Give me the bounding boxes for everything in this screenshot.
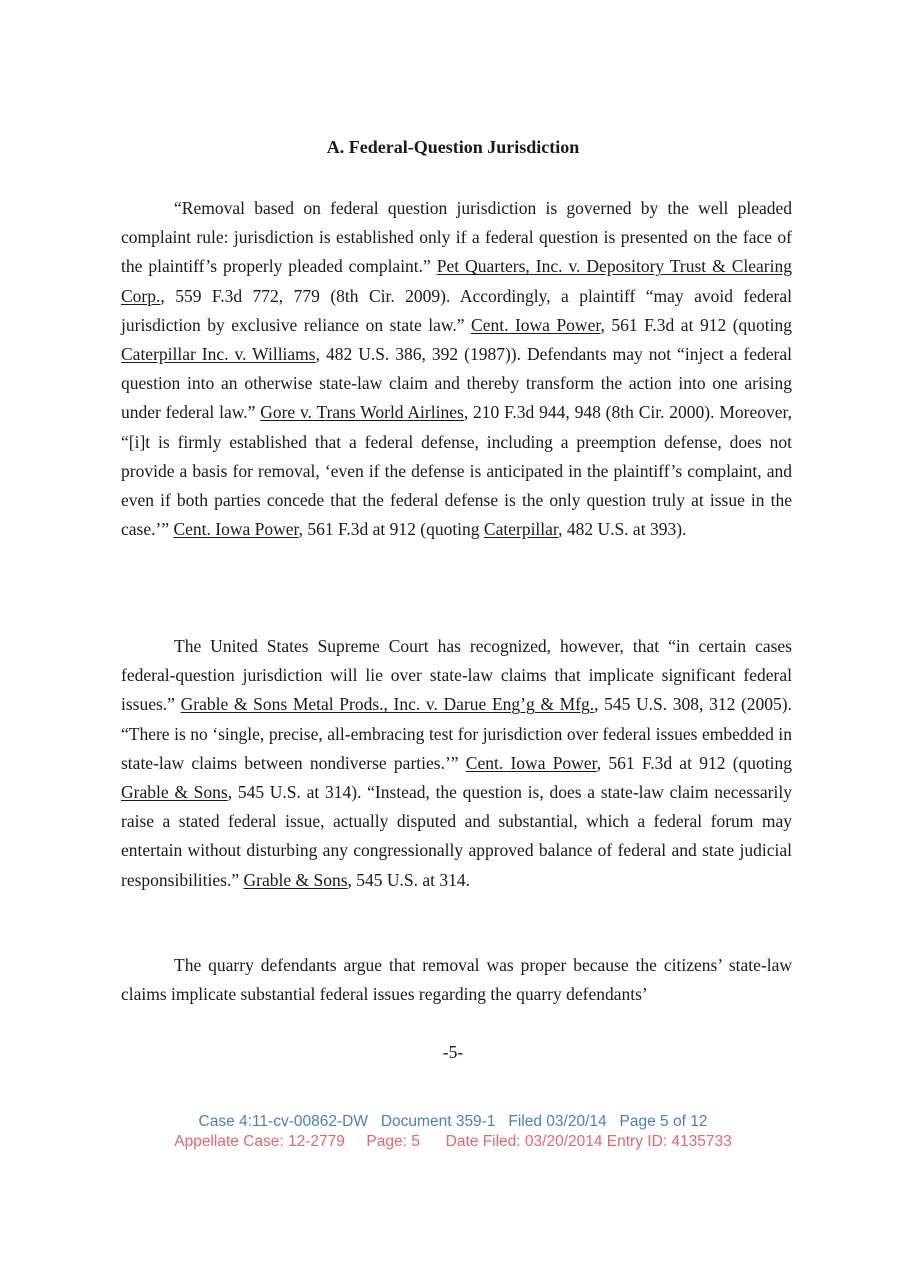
paragraph-2 xyxy=(121,632,792,895)
text: , 559 F.3d 772, 779 (8th Cir. 2009). Accordingly, a plaintiff “may avoid federal jurisdiction by exclusive reliance on state law.” xyxy=(121,285,792,335)
text: “Removal based on federal question jurisdiction is governed by the well pleaded complaint rule: jurisdiction is established only if a federal question is presented on the face of the plaintiff’s properly pleaded complaint.” xyxy=(121,198,792,277)
case-citation: Grable & Sons Metal Prods., Inc. v. Darue Eng’g & Mfg. xyxy=(180,694,595,715)
page-number: -5- xyxy=(442,1042,464,1062)
case-citation: Gore v. Trans World Airlines xyxy=(260,402,464,423)
text: , 545 U.S. 308, 312 (2005). “There is no ‘single, precise, all-embracing test for jurisdiction over federal issues embedded in state-law claims between nondiverse parties.’” xyxy=(121,694,793,773)
paragraph-1 xyxy=(121,194,792,544)
section-heading: A. Federal-Question Jurisdiction xyxy=(326,137,580,157)
text: , 561 F.3d at 912 (quoting xyxy=(596,752,792,773)
case-citation: Pet Quarters, Inc. v. Depository Trust & Clearing Corp. xyxy=(121,256,792,306)
case-citation: Cent. Iowa Power xyxy=(465,752,597,773)
text: , 545 U.S. at 314). “Instead, the question is, does a state-law claim necessarily raise a stated federal issue, actually disputed and substantial, which a federal forum may entertain without disturbing any congressionally approved balance of federal and state judicial responsibilities.” xyxy=(121,782,792,890)
case-citation: Caterpillar xyxy=(483,519,559,540)
paragraph-3 xyxy=(121,951,792,1009)
text: The quarry defendants argue that removal was proper because the citizens’ state-law claims implicate substantial federal issues regarding the quarry defendants’ xyxy=(121,955,792,1005)
text: , 482 U.S. 386, 392 (1987)). Defendants may not “inject a federal question into an otherwise state-law claim and thereby transform the action into one arising under federal law.” xyxy=(121,344,792,423)
case-citation: Grable & Sons xyxy=(243,869,348,890)
district-court-stamp: Case 4:11-cv-00862-DW Document 359-1 Filed 03/20/14 Page 5 of 12 xyxy=(198,1113,708,1130)
text: , 482 U.S. at 393). xyxy=(558,519,687,540)
case-citation: Cent. Iowa Power xyxy=(471,314,601,335)
case-citation: Caterpillar Inc. v. Williams xyxy=(121,344,316,365)
case-citation: Cent. Iowa Power xyxy=(173,519,299,540)
appellate-court-stamp: Appellate Case: 12-2779 Page: 5 Date Filed: 03/20/2014 Entry ID: 4135733 xyxy=(174,1133,732,1150)
case-citation: Grable & Sons xyxy=(121,782,228,803)
text: , 561 F.3d at 912 (quoting xyxy=(600,314,792,335)
text: The United States Supreme Court has recognized, however, that “in certain cases federal-question jurisdiction will lie over state-law claims that implicate significant federal issues.” xyxy=(121,636,792,715)
text: , 210 F.3d 944, 948 (8th Cir. 2000). Moreover, “[i]t is firmly established that a federal defense, including a preemption defense, does not provide a basis for removal, ‘even if the defense is anticipated in the plaintiff’s complaint, and even if both parties concede that the federal defense is the only question truly at issue in the case.’” xyxy=(121,402,793,540)
text: , 561 F.3d at 912 (quoting xyxy=(298,519,484,540)
text: , 545 U.S. at 314. xyxy=(347,869,471,890)
